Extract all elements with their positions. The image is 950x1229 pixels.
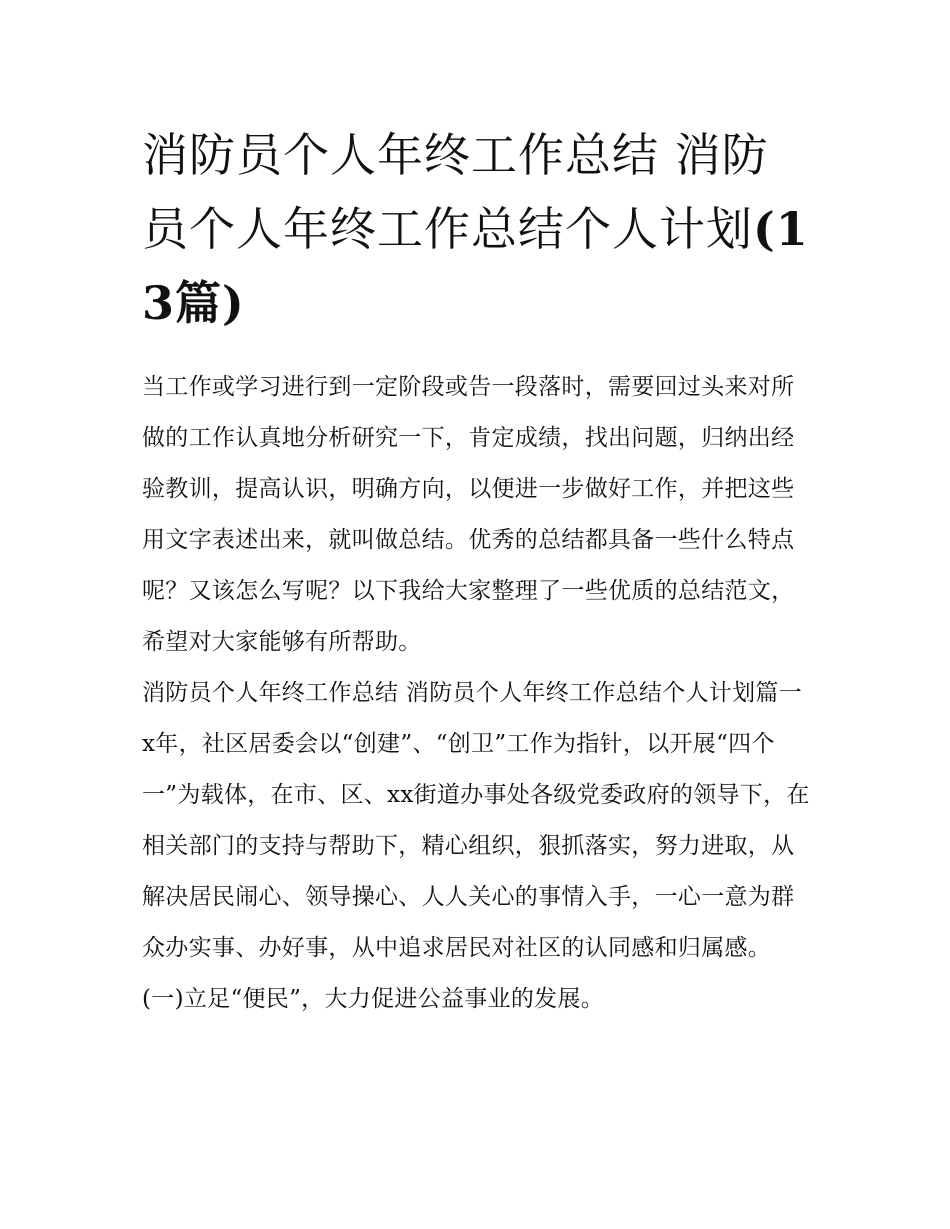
document-body — [142, 362, 814, 1025]
title-main: 消防员个人年终工作总结 消防员个人年终工作总结个人计划 — [142, 128, 769, 256]
document-title — [142, 118, 814, 340]
subsection-heading: (一)立足“便民”，大力促进公益事业的发展。 — [142, 986, 605, 1012]
body-paragraph: x年，社区居委会以“创建”、“创卫”工作为指针，以开展“四个一”为载体，在市、区、xx街道办事处各级党委政府的领导下，在相关部门的支持与帮助下，精心组织，狠抓落实，努力进取，从解决居民闹心、领导操心、人人关心的事情入手，一心一意为群众办实事、办好事，从中追求居民对社区的认同感和归属感。 — [142, 731, 810, 961]
document-content — [142, 118, 814, 1025]
section-heading: 消防员个人年终工作总结 消防员个人年终工作总结个人计划篇一 — [142, 680, 803, 706]
title-count: (13篇) — [142, 202, 809, 330]
intro-paragraph: 当工作或学习进行到一定阶段或告一段落时，需要回过头来对所做的工作认真地分析研究一下，肯定成绩，找出问题，归纳出经验教训，提高认识，明确方向，以便进一步做好工作，并把这些用文字表述出来，就叫做总结。优秀的总结都具备一些什么特点呢？又该怎么写呢？以下我给大家整理了一些优质的总结范文，希望对大家能够有所帮助。 — [142, 374, 795, 655]
